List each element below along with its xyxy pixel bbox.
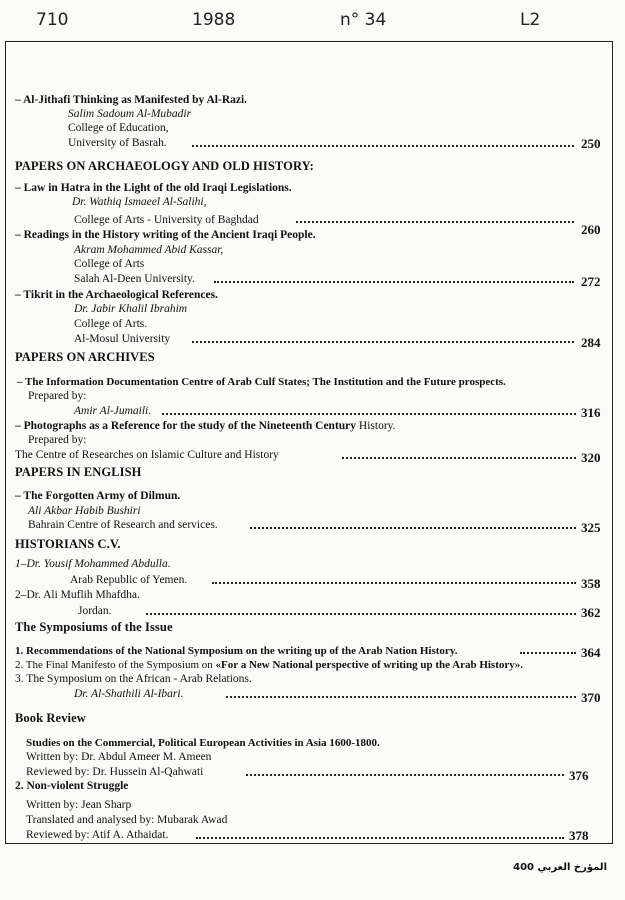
entry-author: Akram Mohammed Abid Kassar, [74, 244, 224, 256]
symposium-item [15, 659, 523, 672]
entry-title [15, 420, 396, 433]
page-number: 376 [569, 768, 589, 783]
review-written-by: Written by: Dr. Abdul Ameer M. Ameen [26, 751, 212, 763]
page-number: 370 [581, 690, 601, 705]
handwritten-note-year: 1988 [192, 10, 236, 30]
entry-prepared-by: Prepared by: [28, 390, 87, 402]
leader-dots [196, 829, 564, 839]
section-heading-english: PAPERS IN ENGLISH [15, 465, 142, 479]
page-number: 272 [581, 274, 601, 289]
entry-author: Dr. Al-Shathili Al-Ibari. [74, 688, 184, 700]
entry-title: – Law in Hatra in the Light of the old Iraqi Legislations. [15, 182, 292, 194]
entry-affiliation: College of Arts - University of Baghdad [74, 214, 259, 226]
page-number: 316 [581, 405, 601, 420]
leader-dots [214, 273, 574, 283]
symposium-lead: 2. The Final Manifesto of the Symposium on [15, 659, 213, 671]
cv-name: 2–Dr. Ali Muflih Mhafdha. [15, 589, 140, 601]
entry-prepared-by: Prepared by: [28, 434, 87, 446]
page-number: 364 [581, 645, 601, 660]
leader-dots [192, 333, 574, 343]
entry-author: Dr. Jabir Khalil Ibrahim [74, 303, 188, 315]
entry-title-bold: – Photographs as a Reference for the study of the Nineteenth Century [15, 420, 357, 432]
page-number: 250 [581, 136, 601, 151]
review-reviewed-by: Reviewed by: Atif A. Athaidat. [26, 829, 169, 841]
leader-dots [226, 688, 576, 698]
section-heading-historians: HISTORIANS C.V. [15, 537, 121, 551]
page-number: 378 [569, 828, 589, 843]
leader-dots [520, 644, 576, 654]
section-heading-archaeology: PAPERS ON ARCHAEOLOGY AND OLD HISTORY: [15, 159, 314, 173]
entry-affiliation: College of Arts. [74, 318, 148, 330]
leader-dots [342, 449, 576, 459]
entry-author: Dr. Wathiq Ismaeel Al-Salihi, [72, 196, 207, 208]
entry-title: – Readings in the History writing of the Ancient Iraqi People. [15, 229, 316, 241]
handwritten-note-issue: n° 34 [340, 10, 387, 30]
page-number: 358 [581, 576, 601, 591]
leader-dots [250, 519, 576, 529]
leader-dots [162, 405, 576, 415]
entry-title-plain: History. [358, 420, 396, 432]
entry-affiliation: Al-Mosul University [74, 333, 171, 345]
review-written-by: Written by: Jean Sharp [26, 799, 132, 811]
page-number: 362 [581, 605, 601, 620]
leader-dots [192, 137, 574, 147]
leader-dots [146, 605, 576, 615]
entry-affiliation: College of Arts [74, 258, 145, 270]
cv-place: Arab Republic of Yemen. [70, 574, 188, 586]
handwritten-note-l2: L2 [520, 10, 541, 30]
page-number: 320 [581, 450, 601, 465]
review-translated-by: Translated and analysed by: Mubarak Awad [26, 814, 228, 826]
footer-journal-name: المؤرخ العربي [537, 862, 607, 873]
leader-dots [246, 766, 564, 776]
footer-page-number: 400 [513, 862, 534, 873]
entry-affiliation: Salah Al-Deen University. [74, 273, 195, 285]
cv-place: Jordan. [78, 605, 112, 617]
leader-dots [212, 574, 576, 584]
review-title: 2. Non-violent Struggle [15, 780, 129, 792]
entry-author: Ali Akbar Habib Bushiri [28, 505, 141, 517]
cv-name: 1–Dr. Yousif Mohammed Abdulla. [15, 558, 171, 570]
entry-title: – Al-Jithafi Thinking as Manifested by Al-Razi. [15, 94, 248, 106]
page-footer [513, 862, 607, 873]
handwritten-note-710: 710 [36, 10, 69, 30]
review-reviewed-by: Reviewed by: Dr. Hussein Al-Qahwati [26, 766, 204, 778]
entry-title: – The Information Documentation Centre of Arab Culf States; The Institution and the Future prospects. [17, 376, 506, 388]
entry-author: Salim Sadoum Al-Mubadir [68, 108, 192, 120]
section-heading-book-review: Book Review [15, 711, 86, 725]
symposium-item: 1. Recommendations of the National Symposium on the writing up of the Arab Nation History. [15, 645, 458, 657]
review-title: Studies on the Commercial, Political European Activities in Asia 1600-1800. [26, 737, 380, 749]
entry-affiliation: University of Basrah. [68, 137, 167, 149]
page-number: 325 [581, 520, 601, 535]
section-heading-archives: PAPERS ON ARCHIVES [15, 350, 155, 364]
entry-author: Amir Al-Jumaili. [74, 405, 152, 417]
page-number: 284 [581, 335, 601, 350]
leader-dots [296, 213, 574, 223]
entry-affiliation: The Centre of Researches on Islamic Culture and History [15, 449, 279, 461]
symposium-bold-title: «For a New National perspective of writing up the Arab History». [215, 659, 524, 671]
page-number: 260 [581, 222, 601, 237]
entry-title: – The Forgotten Army of Dilmun. [15, 490, 181, 502]
section-heading-symposiums: The Symposiums of the Issue [15, 620, 173, 634]
symposium-item: 3. The Symposium on the African - Arab Relations. [15, 673, 252, 685]
entry-affiliation: College of Education, [68, 122, 169, 134]
entry-affiliation: Bahrain Centre of Research and services. [28, 519, 218, 531]
entry-title: – Tikrit in the Archaeological References. [15, 289, 218, 301]
